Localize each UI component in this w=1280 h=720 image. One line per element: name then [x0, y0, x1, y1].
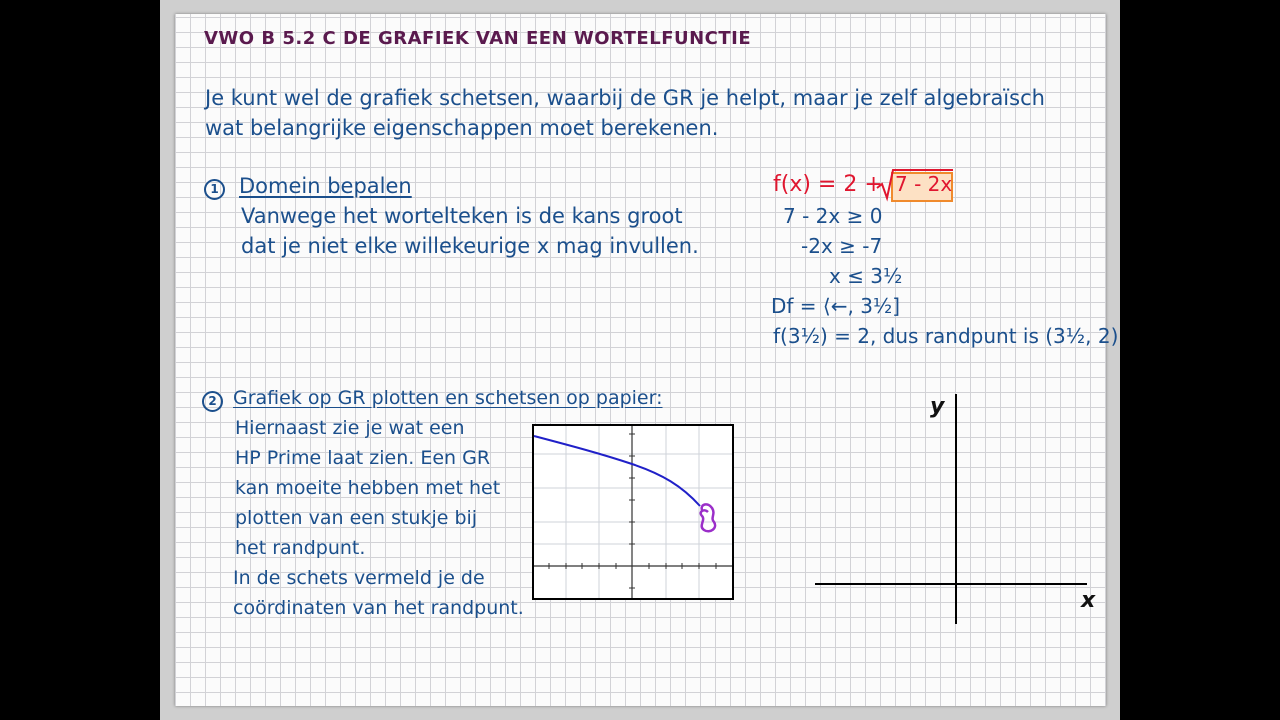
section-2-heading: Grafiek op GR plotten en schetsen op papier:	[233, 387, 663, 409]
inequality-step-3: x ≤ 3½	[829, 264, 903, 288]
sketch-axes	[815, 394, 1095, 624]
section-1-line-1: Vanwege het wortelteken is de kans groot	[241, 204, 683, 228]
section-2-line-2: HP Prime laat zien. Een GR	[235, 447, 491, 469]
inequality-step-1: 7 - 2x ≥ 0	[783, 204, 883, 228]
section-1-line-2: dat je niet elke willekeurige x mag invullen.	[241, 234, 699, 258]
section-2-line-6: In de schets vermeld je de	[233, 567, 485, 589]
domain-result: Df = ⟨←, 3½]	[771, 294, 901, 318]
section-2-number: 2	[202, 391, 223, 412]
section-2-line-7: coördinaten van het randpunt.	[233, 597, 524, 619]
section-2-line-1: Hiernaast zie je wat een	[235, 417, 465, 439]
endpoint-result: f(3½) = 2, dus randpunt is (3½, 2)	[773, 324, 1119, 348]
section-1-number: 1	[204, 179, 225, 200]
function-radicand: 7 - 2x	[895, 172, 953, 196]
intro-line-2: wat belangrijke eigenschappen moet berekenen.	[205, 116, 719, 140]
calculator-graph	[532, 424, 734, 600]
calculator-graph-frame	[533, 425, 733, 599]
section-1-heading: Domein bepalen	[239, 174, 412, 198]
page-title: VWO B 5.2 C DE GRAFIEK VAN EEN WORTELFUNCTIE	[204, 28, 752, 49]
function-definition: f(x) = 2 +	[773, 172, 883, 197]
section-2-line-4: plotten van een stukje bij	[235, 507, 478, 529]
sketch-x-label: x	[1081, 588, 1096, 613]
intro-line-1: Je kunt wel de grafiek schetsen, waarbij de GR je helpt, maar je zelf algebraïsch	[205, 86, 1045, 110]
grid-paper-sheet	[175, 14, 1119, 706]
section-2-line-5: het randpunt.	[235, 537, 366, 559]
sketch-y-label: y	[930, 394, 945, 419]
inequality-step-2: -2x ≥ -7	[801, 234, 883, 258]
section-2-line-3: kan moeite hebben met het	[235, 477, 501, 499]
